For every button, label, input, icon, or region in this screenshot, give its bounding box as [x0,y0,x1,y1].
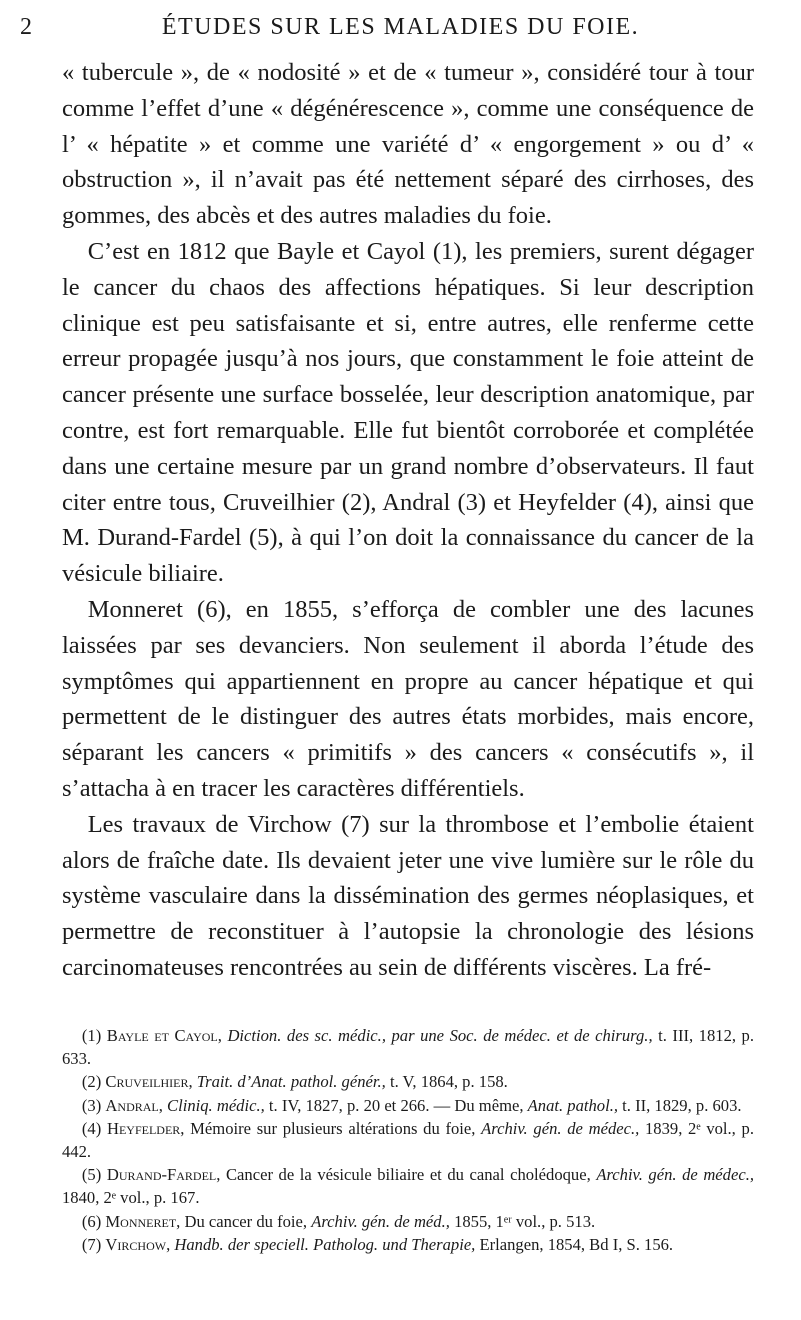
footnote-details: 1855, 1ᵉʳ vol., p. 513. [454,1211,596,1231]
footnote-plain-title: Mémoire sur plusieurs altérations du foie, [190,1118,476,1138]
footnote-author: Cruveilhier, [105,1072,193,1092]
footnote-author: Durand-Fardel, [106,1165,221,1185]
footnote-number: (7) [81,1234,102,1254]
footnotes [62,1024,754,1256]
footnote-details: t. IV, 1827, p. 20 et 266. — Du même, [268,1095,524,1115]
page-header [0,10,801,50]
footnote [62,1070,754,1093]
footnote-title: Diction. des sc. médic., par une Soc. de médec. et de chirurg., [227,1026,653,1045]
paragraph: C’est en 1812 que Bayle et Cayol (1), les premiers, surent dégager le cancer du chaos des affections hépatiques. Si leur description clinique est peu satisfaisante et si, entre autres, elle renferme cette erreur propagée jusqu’à nos jours, que constamment le foie atteint de cancer présente une surface bosselée, leur description anatomique, par contre, est fort remarquable. Elle fut bientôt corroborée et complétée dans une certaine mesure par un grand nombre d’observateurs. Il faut citer entre tous, Cruveilhier (2), Andral (3) et Heyfelder (4), ainsi que M. Durand-Fardel (5), à qui l’on doit la connaissance du cancer de la vésicule biliaire. [62,237,754,588]
paragraph: Monneret (6), en 1855, s’efforça de combler une des lacunes laissées par ses devanciers. Non seulement il aborda l’étude des symptômes qui appartiennent en propre au cancer hépatique et qui permettent de le distinguer des autres états morbides, mais encore, séparant les cancers « primitifs » des cancers « consécutifs », il s’attacha à en tracer les caractères différentiels. [62,595,754,802]
footnote-number: (2) [81,1072,102,1092]
footnote-title: Trait. d’Anat. pathol. génér., [196,1072,386,1092]
footnote [62,1094,754,1117]
footnote-details: t. III, 1812, p. 633. [62,1026,754,1069]
main-text [62,55,754,986]
footnote-author: Bayle et Cayol, [106,1026,222,1045]
footnote-number: (6) [81,1211,102,1231]
footnote-title: Archiv. gén. de médec., [596,1165,754,1185]
footnote-number: (5) [81,1165,102,1185]
footnote [62,1210,754,1233]
footnote-title: Archiv. gén. de méd., [311,1211,450,1231]
footnote-plain-title: Du cancer du foie, [184,1211,308,1231]
footnote-plain-title: Cancer de la vésicule biliaire et du canal cholédoque, [225,1165,591,1185]
footnote-details: 1839, 2ᵉ vol., p. 442. [62,1118,754,1162]
footnote-details: Erlangen, 1854, Bd I, S. 156. [479,1234,674,1254]
footnote-author: Heyfelder, [106,1118,185,1138]
footnote-details: t. V, 1864, p. 158. [389,1072,508,1092]
footnote-title: Archiv. gén. de médec., [481,1118,640,1138]
footnote [62,1233,754,1256]
page-number: 2 [20,14,32,40]
footnote-author: Andral, [105,1095,163,1115]
footnote-number: (1) [81,1026,102,1045]
footnote [62,1117,754,1163]
footnote-author: Virchow, [105,1234,171,1254]
footnote-details-2: t. II, 1829, p. 603. [622,1095,742,1115]
footnote [62,1024,754,1070]
running-title: ÉTUDES SUR LES MALADIES DU FOIE. [161,14,640,40]
footnote-author: Monneret, [105,1211,181,1231]
footnote-title: Handb. der speciell. Patholog. und Therapie, [174,1234,476,1254]
paragraph: « tubercule », de « nodosité » et de « tumeur », considéré tour à tour comme l’effet d’une « dégénérescence », comme une conséquence de l’ « hépatite » et comme une variété d’ « engorgement » ou d’ « obstruction », il n’avait pas été nettement séparé des cirrhoses, des gommes, des abcès et des autres maladies du foie. [62,59,754,230]
footnote-title-2: Anat. pathol., [527,1095,618,1115]
footnote-number: (4) [81,1118,102,1138]
footnote [62,1163,754,1209]
footnote-number: (3) [81,1095,102,1115]
paragraph: Les travaux de Virchow (7) sur la thrombose et l’embolie étaient alors de fraîche date. Ils devaient jeter une vive lumière sur le rôle du système vasculaire dans la dissémination des germes néoplasiques, et permettre de reconstituer à l’autopsie la chronologie des lésions carcinomateuses rencontrées au sein de différents viscères. La fré- [62,810,754,981]
footnote-details: 1840, 2ᵉ vol., p. 167. [62,1188,200,1208]
footnote-title: Cliniq. médic., [167,1095,265,1115]
